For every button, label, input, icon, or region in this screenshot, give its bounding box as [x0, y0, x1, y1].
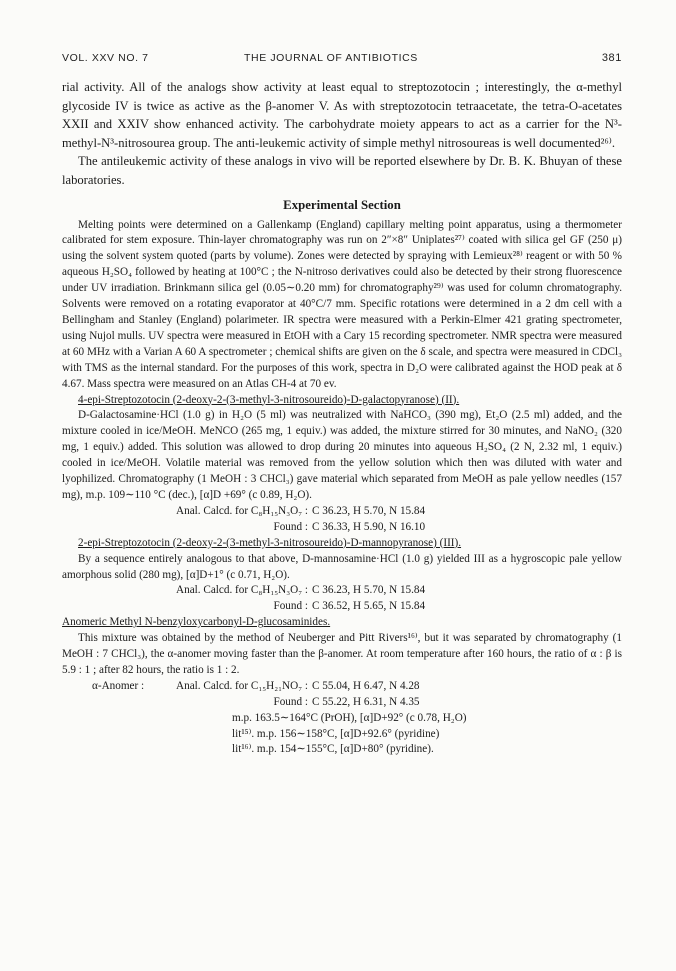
compound-iii-title: 2-epi-Streptozotocin (2-deoxy-2-(3-methyl-3-nitrosoureido)-D-mannopyranose) (III). [78, 536, 462, 549]
anal-found-value: C 36.33, H 5.90, N 16.10 [312, 520, 426, 533]
volume-number: VOL. XXV NO. 7 [62, 52, 149, 64]
compound-iii-analysis-found [62, 599, 622, 615]
literature-value-16: lit¹⁶⁾. m.p. 154∼155°C, [α]D+80° (pyridine). [232, 743, 434, 756]
found-label: Found : [273, 520, 308, 533]
general-methods-paragraph: Melting points were determined on a Gallenkamp (England) capillary melting point apparatus, using a thermometer calibrated for stem exposure. Thin-layer chromatography was run on 2″×8″ Uniplates²⁷⁾ coated with silica gel GF (250 μ) using the solvent system quoted (parts by volume). Zones were detected by spraying with Lemieux²⁸⁾ reagent or with 50 % aqueous H₂SO₄ followed by heating at 100°C ; the N-nitroso derivatives could also be detected by their strong fluorescence under UV irradiation. Brinkmann silica gel (0.05∼0.20 mm) for chromatography²⁹⁾ was used for column chromatography. Solvents were removed on a rotating evaporator at 40°C/7 mm. Specific rotations were determined in a 2 dm cell with a Bellingham and Stanley (England) polarimeter. IR spectra were measured with a Perkin-Elmer 421 grating spectrometer, using Nujol mulls. UV spectra were measured in EtOH with a Cary 15 recording spectrometer. NMR spectra were measured at 60 MHz with a Varian A 60 A spectrometer ; chemical shifts are given on the δ scale, and spectra were measured in CDCl₃ with TMS as the internal standard. For the purposes of this work, spectra in D₂O were calibrated against the HOD peak at δ 4.67. Mass spectra were measured on an Atlas CH-4 at 70 ev. [62, 218, 622, 390]
compound-ii-analysis-found [62, 520, 622, 536]
compound-ii-procedure: D-Galactosamine·HCl (1.0 g) in H₂O (5 ml) was neutralized with NaHCO₃ (390 mg), Et₂O (2.5 ml) added, and the mixture cooled in ice/MeOH. MeNCO (265 mg, 1 equiv.) was added, the mixture stirred for 30 minutes, and NaNO₂ (320 mg, 1 equiv.) added. This solution was allowed to drop during 20 minutes into aqueous H₂SO₄ (2 N, 2.32 ml, 1 equiv.) cooled in ice/MeOH. Volatile material was removed from the yellow solution which then was diluted with water and lyophilized. Chromatography (1 MeOH : 3 CHCl₃) gave material which separated from MeOH as pale yellow needles (157 mg), m.p. 109∼110 °C (dec.), [α]D +69° (c 0.89, H₂O). [62, 409, 622, 501]
anal-label: Anal. Calcd. for C₁₅H₂₁NO₇ : [176, 679, 308, 692]
alpha-anomer-melting-point: m.p. 163.5∼164°C (PrOH), [α]D+92° (c 0.78, H₂O) [232, 711, 467, 724]
anal-calcd-value: C 55.04, H 6.47, N 4.28 [312, 679, 420, 692]
anal-found-value: C 55.22, H 6.31, N 4.35 [312, 695, 420, 708]
compound-iii-analysis-calcd [62, 583, 622, 599]
anal-label: Anal. Calcd. for C₈H₁₅N₃O₇ : [176, 584, 308, 597]
article-body [62, 78, 622, 758]
literature-value-15: lit¹⁵⁾. m.p. 156∼158°C, [α]D+92.6° (pyridine) [232, 727, 440, 740]
running-header [62, 52, 622, 68]
intro-paragraph-2: The antileukemic activity of these analogs in vivo will be reported elsewhere by Dr. B. K. Bhuyan of these laboratories. [62, 154, 622, 187]
alpha-anomer-analysis-calcd [62, 679, 622, 695]
anal-label: Anal. Calcd. for C₈H₁₅N₃O₇ : [176, 504, 308, 517]
intro-paragraph-1: rial activity. All of the analogs show activity at least equal to streptozotocin ; interestingly, the α-methyl glycoside IV is twice as active as the β-anomer V. As with streptozotocin tetraacetate, the tetra-O-acetates XXII and XXIV show enhanced activity. The carbohydrate moiety appears to act as a carrier for the N³-methyl-N³-nitrosourea group. The anti-leukemic activity of simple methyl nitrosoureas is well documented²⁶⁾. [62, 80, 622, 150]
anomeric-heading [62, 615, 622, 631]
found-label: Found : [273, 600, 308, 613]
alpha-anomer-analysis-found [62, 695, 622, 711]
compound-iii-heading [62, 536, 622, 552]
anomeric-title: Anomeric Methyl N-benzyloxycarbonyl-D-glucosaminides. [62, 616, 331, 629]
anomeric-procedure: This mixture was obtained by the method of Neuberger and Pitt Rivers¹⁶⁾, but it was separated by chromatography (1 MeOH : 7 CHCl₃), the α-anomer moving faster than the β-anomer. At room temperature after 160 hours, the ratio of α : β is 5.9 : 1 ; after 82 hours, the ratio is 1 : 2. [62, 632, 622, 676]
compound-ii-heading [62, 393, 622, 409]
compound-iii-procedure: By a sequence entirely analogous to that above, D-mannosamine·HCl (1.0 g) yielded III as a hygroscopic pale yellow amorphous solid (280 mg), [α]D+1° (c 0.71, H₂O). [62, 552, 622, 581]
journal-title: THE JOURNAL OF ANTIBIOTICS [244, 52, 418, 64]
compound-ii-title: 4-epi-Streptozotocin (2-deoxy-2-(3-methyl-3-nitrosoureido)-D-galactopyranose) (II). [78, 393, 460, 406]
alpha-anomer-label: α-Anomer : [92, 679, 145, 692]
anal-calcd-value: C 36.23, H 5.70, N 15.84 [312, 584, 426, 597]
anal-calcd-value: C 36.23, H 5.70, N 15.84 [312, 504, 426, 517]
compound-ii-analysis-calcd [62, 504, 622, 520]
page-number: 381 [601, 52, 622, 64]
anal-found-value: C 36.52, H 5.65, N 15.84 [312, 600, 426, 613]
found-label: Found : [273, 695, 308, 708]
section-heading: Experimental Section [283, 197, 401, 212]
